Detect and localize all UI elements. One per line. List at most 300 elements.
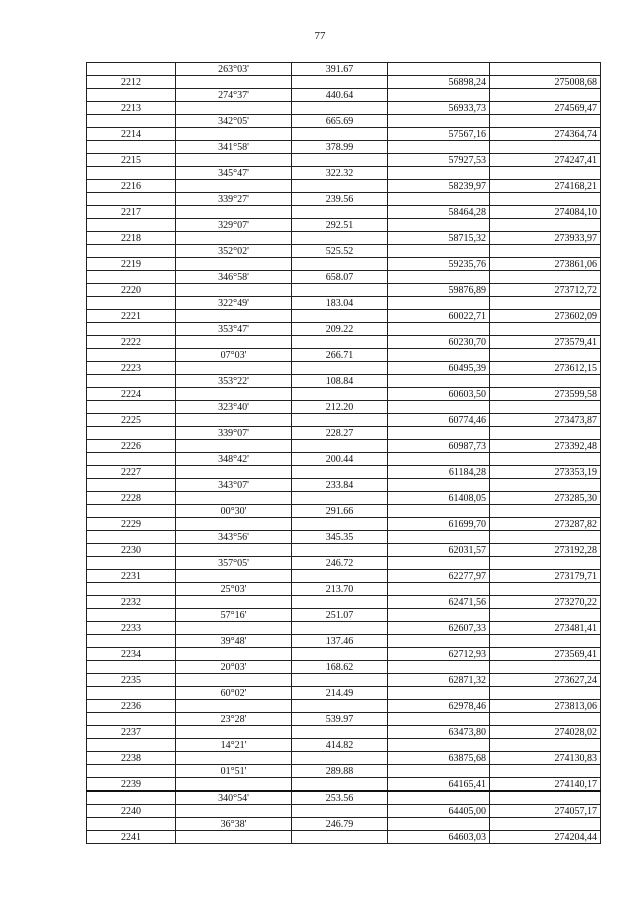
- x-coordinate-cell: 62607,33: [388, 622, 490, 635]
- distance-cell-empty: [292, 76, 388, 89]
- segment-row: [87, 453, 601, 466]
- bearing-cell: 343°56': [176, 531, 292, 544]
- bearing-cell-empty: [176, 336, 292, 349]
- bearing-cell-empty: [176, 102, 292, 115]
- distance-cell: 239.56: [292, 193, 388, 206]
- point-cell-empty: [87, 297, 176, 310]
- segment-row: [87, 739, 601, 752]
- point-cell-empty: [87, 193, 176, 206]
- y-coordinate-cell: 273627,24: [490, 674, 601, 687]
- bearing-cell-empty: [176, 596, 292, 609]
- x-coordinate-cell: 60774,46: [388, 414, 490, 427]
- distance-cell-empty: [292, 414, 388, 427]
- point-cell-empty: [87, 505, 176, 518]
- y-coordinate-cell: 274204,44: [490, 831, 601, 844]
- bearing-cell-empty: [176, 778, 292, 792]
- bearing-cell: 357°05': [176, 557, 292, 570]
- y-coordinate-cell: 273179,71: [490, 570, 601, 583]
- point-cell-empty: [87, 531, 176, 544]
- y-cell-empty: [490, 505, 601, 518]
- x-coordinate-cell: 59235,76: [388, 258, 490, 271]
- y-coordinate-cell: 273569,41: [490, 648, 601, 661]
- bearing-cell-empty: [176, 414, 292, 427]
- x-cell-empty: [388, 661, 490, 674]
- x-coordinate-cell: 60230,70: [388, 336, 490, 349]
- y-cell-empty: [490, 479, 601, 492]
- point-number-cell: 2226: [87, 440, 176, 453]
- y-cell-empty: [490, 245, 601, 258]
- x-cell-empty: [388, 167, 490, 180]
- point-number-cell: 2231: [87, 570, 176, 583]
- x-coordinate-cell: 60603,50: [388, 388, 490, 401]
- distance-cell: 665.69: [292, 115, 388, 128]
- bearing-cell: 352°02': [176, 245, 292, 258]
- x-coordinate-cell: 59876,89: [388, 284, 490, 297]
- x-coordinate-cell: 62471,56: [388, 596, 490, 609]
- y-cell-empty: [490, 323, 601, 336]
- y-coordinate-cell: 273287,82: [490, 518, 601, 531]
- bearing-cell-empty: [176, 805, 292, 818]
- point-cell-empty: [87, 323, 176, 336]
- y-cell-empty: [490, 193, 601, 206]
- x-cell-empty: [388, 557, 490, 570]
- segment-row: [87, 609, 601, 622]
- distance-cell: 539.97: [292, 713, 388, 726]
- y-coordinate-cell: 273481,41: [490, 622, 601, 635]
- point-number-cell: 2220: [87, 284, 176, 297]
- y-coordinate-cell: 274028,02: [490, 726, 601, 739]
- point-row: [87, 648, 601, 661]
- point-row: [87, 805, 601, 818]
- segment-row: [87, 583, 601, 596]
- segment-row: [87, 271, 601, 284]
- x-coordinate-cell: 62277,97: [388, 570, 490, 583]
- y-cell-empty: [490, 219, 601, 232]
- point-row: [87, 388, 601, 401]
- point-cell-empty: [87, 609, 176, 622]
- x-coordinate-cell: 61184,28: [388, 466, 490, 479]
- point-row: [87, 752, 601, 765]
- bearing-cell-empty: [176, 154, 292, 167]
- bearing-cell: 36°38': [176, 818, 292, 831]
- x-cell-empty: [388, 479, 490, 492]
- point-row: [87, 284, 601, 297]
- bearing-cell-empty: [176, 76, 292, 89]
- bearing-cell: 323°40': [176, 401, 292, 414]
- segment-row: [87, 297, 601, 310]
- y-coordinate-cell: 274140,17: [490, 778, 601, 792]
- distance-cell-empty: [292, 388, 388, 401]
- distance-cell-empty: [292, 128, 388, 141]
- bearing-cell-empty: [176, 674, 292, 687]
- point-number-cell: 2212: [87, 76, 176, 89]
- x-cell-empty: [388, 63, 490, 76]
- point-cell-empty: [87, 557, 176, 570]
- distance-cell-empty: [292, 518, 388, 531]
- x-cell-empty: [388, 453, 490, 466]
- point-number-cell: 2230: [87, 544, 176, 557]
- y-coordinate-cell: 274057,17: [490, 805, 601, 818]
- bearing-cell: 346°58': [176, 271, 292, 284]
- y-coordinate-cell: 274168,21: [490, 180, 601, 193]
- bearing-cell: 329°07': [176, 219, 292, 232]
- y-coordinate-cell: 273285,30: [490, 492, 601, 505]
- y-coordinate-cell: 273813,06: [490, 700, 601, 713]
- x-cell-empty: [388, 219, 490, 232]
- bearing-cell: 340°54': [176, 791, 292, 805]
- coordinates-table: [86, 62, 601, 844]
- point-row: [87, 778, 601, 792]
- segment-row: [87, 375, 601, 388]
- x-coordinate-cell: 57927,53: [388, 154, 490, 167]
- coordinates-table-body: [87, 63, 601, 844]
- bearing-cell-empty: [176, 518, 292, 531]
- segment-row: [87, 141, 601, 154]
- y-coordinate-cell: 274569,47: [490, 102, 601, 115]
- x-cell-empty: [388, 818, 490, 831]
- point-row: [87, 492, 601, 505]
- distance-cell: 214.49: [292, 687, 388, 700]
- y-coordinate-cell: 273192,28: [490, 544, 601, 557]
- distance-cell-empty: [292, 622, 388, 635]
- distance-cell: 291.66: [292, 505, 388, 518]
- distance-cell: 440.64: [292, 89, 388, 102]
- y-cell-empty: [490, 661, 601, 674]
- distance-cell-empty: [292, 570, 388, 583]
- bearing-cell: 345°47': [176, 167, 292, 180]
- x-coordinate-cell: 62031,57: [388, 544, 490, 557]
- y-cell-empty: [490, 739, 601, 752]
- point-row: [87, 440, 601, 453]
- x-cell-empty: [388, 271, 490, 284]
- distance-cell-empty: [292, 674, 388, 687]
- x-coordinate-cell: 60987,73: [388, 440, 490, 453]
- y-coordinate-cell: 273473,87: [490, 414, 601, 427]
- y-cell-empty: [490, 609, 601, 622]
- point-cell-empty: [87, 245, 176, 258]
- x-cell-empty: [388, 401, 490, 414]
- x-coordinate-cell: 60495,39: [388, 362, 490, 375]
- x-cell-empty: [388, 609, 490, 622]
- x-coordinate-cell: 60022,71: [388, 310, 490, 323]
- distance-cell-empty: [292, 310, 388, 323]
- y-coordinate-cell: 274364,74: [490, 128, 601, 141]
- x-coordinate-cell: 58464,28: [388, 206, 490, 219]
- point-number-cell: 2238: [87, 752, 176, 765]
- distance-cell-empty: [292, 805, 388, 818]
- distance-cell: 168.62: [292, 661, 388, 674]
- x-coordinate-cell: 63473,80: [388, 726, 490, 739]
- bearing-cell-empty: [176, 752, 292, 765]
- distance-cell-empty: [292, 778, 388, 792]
- bearing-cell-empty: [176, 492, 292, 505]
- point-row: [87, 700, 601, 713]
- y-cell-empty: [490, 271, 601, 284]
- y-cell-empty: [490, 63, 601, 76]
- segment-row: [87, 401, 601, 414]
- y-cell-empty: [490, 765, 601, 778]
- point-cell-empty: [87, 219, 176, 232]
- point-cell-empty: [87, 583, 176, 596]
- point-row: [87, 232, 601, 245]
- y-cell-empty: [490, 687, 601, 700]
- y-cell-empty: [490, 531, 601, 544]
- x-cell-empty: [388, 765, 490, 778]
- distance-cell-empty: [292, 284, 388, 297]
- distance-cell: 213.70: [292, 583, 388, 596]
- bearing-cell: 39°48': [176, 635, 292, 648]
- point-row: [87, 180, 601, 193]
- y-cell-empty: [490, 349, 601, 362]
- point-number-cell: 2228: [87, 492, 176, 505]
- bearing-cell-empty: [176, 544, 292, 557]
- bearing-cell-empty: [176, 206, 292, 219]
- point-cell-empty: [87, 635, 176, 648]
- x-cell-empty: [388, 89, 490, 102]
- distance-cell: 658.07: [292, 271, 388, 284]
- point-row: [87, 76, 601, 89]
- point-number-cell: 2215: [87, 154, 176, 167]
- bearing-cell: 14°21': [176, 739, 292, 752]
- bearing-cell-empty: [176, 284, 292, 297]
- bearing-cell: 20°03': [176, 661, 292, 674]
- bearing-cell-empty: [176, 700, 292, 713]
- bearing-cell: 07°03': [176, 349, 292, 362]
- distance-cell-empty: [292, 752, 388, 765]
- point-cell-empty: [87, 115, 176, 128]
- bearing-cell: 00°30': [176, 505, 292, 518]
- y-cell-empty: [490, 635, 601, 648]
- y-coordinate-cell: 273602,09: [490, 310, 601, 323]
- distance-cell: 292.51: [292, 219, 388, 232]
- segment-row: [87, 219, 601, 232]
- y-coordinate-cell: 273270,22: [490, 596, 601, 609]
- distance-cell-empty: [292, 831, 388, 844]
- bearing-cell-empty: [176, 180, 292, 193]
- point-row: [87, 518, 601, 531]
- point-row: [87, 128, 601, 141]
- y-coordinate-cell: 273933,97: [490, 232, 601, 245]
- x-coordinate-cell: 64405,00: [388, 805, 490, 818]
- distance-cell-empty: [292, 596, 388, 609]
- point-row: [87, 336, 601, 349]
- segment-row: [87, 167, 601, 180]
- distance-cell: 183.04: [292, 297, 388, 310]
- distance-cell: 228.27: [292, 427, 388, 440]
- point-number-cell: 2239: [87, 778, 176, 792]
- point-number-cell: 2213: [87, 102, 176, 115]
- segment-row: [87, 713, 601, 726]
- y-coordinate-cell: 274130,83: [490, 752, 601, 765]
- point-cell-empty: [87, 349, 176, 362]
- bearing-cell: 339°07': [176, 427, 292, 440]
- segment-row: [87, 63, 601, 76]
- x-coordinate-cell: 57567,16: [388, 128, 490, 141]
- x-coordinate-cell: 62978,46: [388, 700, 490, 713]
- point-cell-empty: [87, 141, 176, 154]
- x-cell-empty: [388, 375, 490, 388]
- x-coordinate-cell: 63875,68: [388, 752, 490, 765]
- distance-cell-empty: [292, 544, 388, 557]
- y-coordinate-cell: 275008,68: [490, 76, 601, 89]
- point-number-cell: 2219: [87, 258, 176, 271]
- segment-row: [87, 765, 601, 778]
- y-coordinate-cell: 274084,10: [490, 206, 601, 219]
- x-cell-empty: [388, 245, 490, 258]
- bearing-cell-empty: [176, 831, 292, 844]
- distance-cell: 525.52: [292, 245, 388, 258]
- bearing-cell: 353°47': [176, 323, 292, 336]
- y-cell-empty: [490, 297, 601, 310]
- y-cell-empty: [490, 583, 601, 596]
- point-cell-empty: [87, 63, 176, 76]
- point-cell-empty: [87, 427, 176, 440]
- y-cell-empty: [490, 401, 601, 414]
- segment-row: [87, 245, 601, 258]
- distance-cell-empty: [292, 206, 388, 219]
- segment-row: [87, 791, 601, 805]
- y-coordinate-cell: 273579,41: [490, 336, 601, 349]
- point-cell-empty: [87, 713, 176, 726]
- point-row: [87, 466, 601, 479]
- page-number: 77: [314, 30, 326, 42]
- x-cell-empty: [388, 115, 490, 128]
- point-cell-empty: [87, 818, 176, 831]
- y-cell-empty: [490, 427, 601, 440]
- distance-cell: 414.82: [292, 739, 388, 752]
- point-number-cell: 2240: [87, 805, 176, 818]
- bearing-cell: 01°51': [176, 765, 292, 778]
- point-number-cell: 2236: [87, 700, 176, 713]
- bearing-cell: 343°07': [176, 479, 292, 492]
- point-row: [87, 831, 601, 844]
- distance-cell: 345.35: [292, 531, 388, 544]
- point-cell-empty: [87, 89, 176, 102]
- point-number-cell: 2241: [87, 831, 176, 844]
- x-cell-empty: [388, 505, 490, 518]
- point-row: [87, 206, 601, 219]
- x-coordinate-cell: 64603,03: [388, 831, 490, 844]
- distance-cell: 233.84: [292, 479, 388, 492]
- point-cell-empty: [87, 271, 176, 284]
- x-coordinate-cell: 58715,32: [388, 232, 490, 245]
- point-row: [87, 596, 601, 609]
- x-cell-empty: [388, 713, 490, 726]
- distance-cell-empty: [292, 232, 388, 245]
- point-number-cell: 2227: [87, 466, 176, 479]
- bearing-cell: 25°03': [176, 583, 292, 596]
- x-coordinate-cell: 62871,32: [388, 674, 490, 687]
- point-number-cell: 2216: [87, 180, 176, 193]
- y-coordinate-cell: 273392,48: [490, 440, 601, 453]
- distance-cell: 246.79: [292, 818, 388, 831]
- bearing-cell: 60°02': [176, 687, 292, 700]
- distance-cell: 200.44: [292, 453, 388, 466]
- point-row: [87, 570, 601, 583]
- segment-row: [87, 818, 601, 831]
- x-cell-empty: [388, 583, 490, 596]
- segment-row: [87, 531, 601, 544]
- point-row: [87, 414, 601, 427]
- point-number-cell: 2233: [87, 622, 176, 635]
- distance-cell-empty: [292, 336, 388, 349]
- point-row: [87, 102, 601, 115]
- distance-cell-empty: [292, 180, 388, 193]
- segment-row: [87, 323, 601, 336]
- distance-cell-empty: [292, 154, 388, 167]
- x-cell-empty: [388, 687, 490, 700]
- y-cell-empty: [490, 713, 601, 726]
- segment-row: [87, 557, 601, 570]
- bearing-cell: 342°05': [176, 115, 292, 128]
- point-cell-empty: [87, 401, 176, 414]
- bearing-cell: 353°22': [176, 375, 292, 388]
- point-cell-empty: [87, 687, 176, 700]
- point-row: [87, 726, 601, 739]
- y-coordinate-cell: 274247,41: [490, 154, 601, 167]
- point-cell-empty: [87, 791, 176, 805]
- bearing-cell-empty: [176, 310, 292, 323]
- distance-cell: 212.20: [292, 401, 388, 414]
- x-coordinate-cell: 56898,24: [388, 76, 490, 89]
- x-cell-empty: [388, 141, 490, 154]
- point-number-cell: 2232: [87, 596, 176, 609]
- distance-cell-empty: [292, 648, 388, 661]
- segment-row: [87, 687, 601, 700]
- x-cell-empty: [388, 635, 490, 648]
- segment-row: [87, 193, 601, 206]
- point-number-cell: 2223: [87, 362, 176, 375]
- x-coordinate-cell: 61408,05: [388, 492, 490, 505]
- point-row: [87, 154, 601, 167]
- y-coordinate-cell: 273612,15: [490, 362, 601, 375]
- y-cell-empty: [490, 167, 601, 180]
- x-cell-empty: [388, 531, 490, 544]
- bearing-cell: 322°49': [176, 297, 292, 310]
- x-cell-empty: [388, 297, 490, 310]
- distance-cell-empty: [292, 466, 388, 479]
- distance-cell: 108.84: [292, 375, 388, 388]
- distance-cell-empty: [292, 102, 388, 115]
- bearing-cell: 341°58': [176, 141, 292, 154]
- distance-cell: 391.67: [292, 63, 388, 76]
- distance-cell-empty: [292, 258, 388, 271]
- distance-cell: 251.07: [292, 609, 388, 622]
- point-number-cell: 2221: [87, 310, 176, 323]
- segment-row: [87, 505, 601, 518]
- distance-cell: 246.72: [292, 557, 388, 570]
- point-number-cell: 2229: [87, 518, 176, 531]
- bearing-cell: 263°03': [176, 63, 292, 76]
- point-cell-empty: [87, 479, 176, 492]
- point-number-cell: 2217: [87, 206, 176, 219]
- x-coordinate-cell: 56933,73: [388, 102, 490, 115]
- point-row: [87, 258, 601, 271]
- distance-cell: 378.99: [292, 141, 388, 154]
- point-row: [87, 622, 601, 635]
- segment-row: [87, 661, 601, 674]
- point-cell-empty: [87, 661, 176, 674]
- point-cell-empty: [87, 375, 176, 388]
- point-row: [87, 544, 601, 557]
- point-cell-empty: [87, 167, 176, 180]
- distance-cell-empty: [292, 492, 388, 505]
- y-cell-empty: [490, 791, 601, 805]
- distance-cell-empty: [292, 440, 388, 453]
- segment-row: [87, 635, 601, 648]
- y-coordinate-cell: 273599,58: [490, 388, 601, 401]
- point-number-cell: 2214: [87, 128, 176, 141]
